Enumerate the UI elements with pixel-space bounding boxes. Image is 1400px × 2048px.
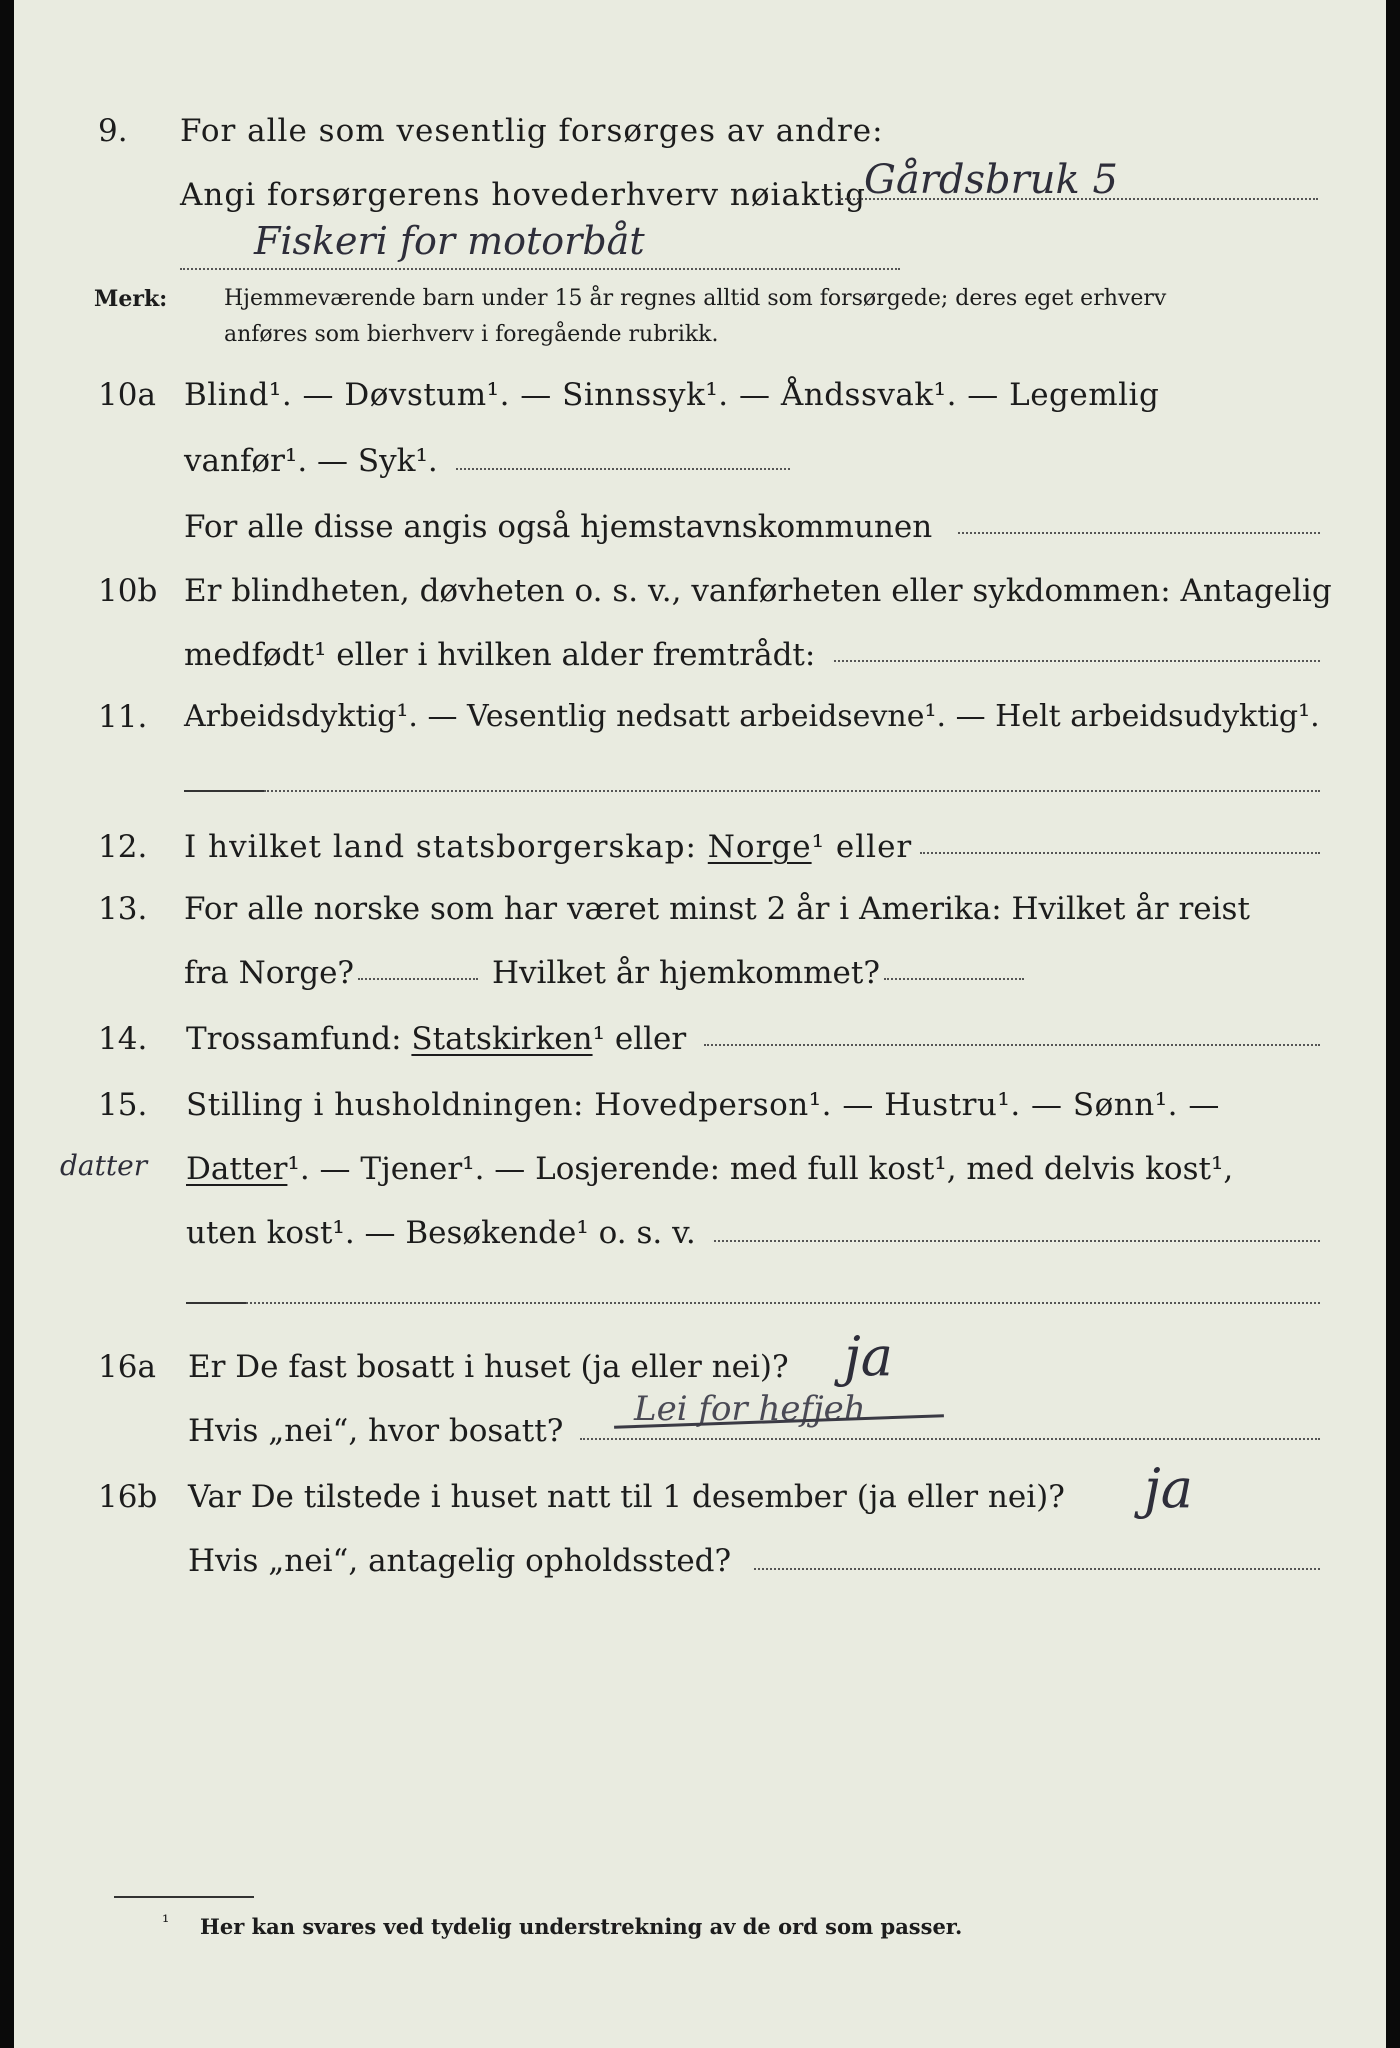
merk-line1: Hjemmeværende barn under 15 år regnes alltid som forsørgede; deres eget erhverv	[224, 286, 1167, 311]
merk-line2: anføres som bierhverv i foregående rubrikk.	[224, 322, 719, 347]
q10a-line1: Blind¹. — Døvstum¹. — Sinnssyk¹. — Åndssvak¹. — Legemlig	[184, 377, 1160, 413]
q14-answer-line	[704, 1044, 1320, 1046]
q9-line1: For alle som vesentlig forsørges av andre:	[180, 113, 884, 149]
q16b-number: 16b	[98, 1479, 158, 1515]
q9-line2: Angi forsørgerens hovederhverv nøiaktig	[180, 177, 866, 213]
q12-answer-line	[920, 852, 1320, 854]
q15-line3: uten kost¹. — Besøkende¹ o. s. v.	[186, 1215, 696, 1251]
q16b-answer-line	[754, 1568, 1320, 1570]
q15-underline-mark	[186, 1302, 246, 1304]
q15-margin-handwriting: datter	[60, 1149, 148, 1182]
q10a-answer-line	[456, 468, 790, 470]
q16a-line2: Hvis „nei“, hvor bosatt?	[188, 1413, 564, 1449]
q13-line1: For alle norske som har været minst 2 år i Amerika: Hvilket år reist	[184, 891, 1250, 927]
q13-answer-line-a	[358, 978, 478, 980]
footnote-text: Her kan svares ved tydelig understrekning av de ord som passer.	[200, 1914, 963, 1939]
q9-handwritten-answer: Gårdsbruk 5	[864, 157, 1118, 203]
q10b-answer-line	[834, 660, 1320, 662]
q14-post: ¹ eller	[592, 1021, 687, 1057]
q13-answer-line-b	[884, 978, 1024, 980]
q15-underlined-answer: Datter	[186, 1151, 288, 1187]
q16a-line1: Er De fast bosatt i huset (ja eller nei)?	[188, 1349, 789, 1385]
q16a-handwritten-answer: ja	[844, 1325, 893, 1388]
q12-number: 12.	[98, 829, 148, 865]
q11-line1: Arbeidsdyktig¹. — Vesentlig nedsatt arbeidsevne¹. — Helt arbeidsudyktig¹.	[184, 699, 1320, 734]
q14-number: 14.	[98, 1021, 148, 1057]
q12-post: ¹ eller	[811, 829, 913, 865]
q10a-answer-line2	[958, 532, 1320, 534]
q13-line2a: fra Norge?	[184, 955, 355, 991]
q12-pre: I hvilket land statsborgerskap:	[184, 829, 697, 865]
q15-line1: Stilling i husholdningen: Hovedperson¹. — Hustru¹. — Sønn¹. —	[186, 1087, 1220, 1123]
q10b-line2: medfødt¹ eller i hvilken alder fremtrådt:	[184, 637, 816, 673]
q15-line2-rest: ¹. — Tjener¹. — Losjerende: med full kost¹, med delvis kost¹,	[287, 1151, 1234, 1187]
q16a-answer-line	[580, 1438, 1320, 1440]
q10b-number: 10b	[98, 573, 158, 609]
q12-text	[184, 829, 913, 865]
q10a-line2: vanfør¹. — Syk¹.	[184, 443, 438, 479]
q16a-number: 16a	[98, 1349, 156, 1385]
footnote-rule	[114, 1896, 254, 1898]
q16b-line2: Hvis „nei“, antagelig opholdssted?	[188, 1543, 732, 1579]
q15-answer-line2	[246, 1302, 1320, 1304]
q13-line2b: Hvilket år hjemkommet?	[492, 955, 880, 991]
q10a-line3: For alle disse angis også hjemstavnskommunen	[184, 509, 933, 545]
q14-underlined-answer: Statskirken	[411, 1021, 593, 1057]
census-form-page	[14, 0, 1386, 2048]
q9-number: 9.	[98, 113, 128, 149]
q10b-line1: Er blindheten, døvheten o. s. v., vanførheten eller sykdommen: Antagelig	[184, 573, 1332, 609]
q15-line2	[186, 1151, 1234, 1187]
q10a-number: 10a	[98, 377, 156, 413]
q9-handwritten-answer2: Fiskeri for motorbåt	[254, 219, 645, 263]
q16b-handwritten-answer: ja	[1144, 1457, 1193, 1520]
q14-text	[186, 1021, 687, 1057]
q15-answer-line	[714, 1240, 1320, 1242]
q13-number: 13.	[98, 891, 148, 927]
q11-number: 11.	[98, 699, 148, 735]
q11-underline-mark	[184, 790, 264, 792]
footnote-mark: ¹	[162, 1912, 170, 1933]
q12-underlined-answer: Norge	[707, 829, 812, 865]
q14-pre: Trossamfund:	[186, 1021, 402, 1057]
q16a-handwritten-struck: Lei for hefjeh	[634, 1389, 866, 1429]
q15-number: 15.	[98, 1087, 148, 1123]
q11-answer-line	[264, 790, 1320, 792]
q16b-line1: Var De tilstede i huset natt til 1 desember (ja eller nei)?	[188, 1479, 1065, 1515]
merk-label: Merk:	[94, 286, 168, 312]
q9-answer-line2	[180, 268, 900, 270]
